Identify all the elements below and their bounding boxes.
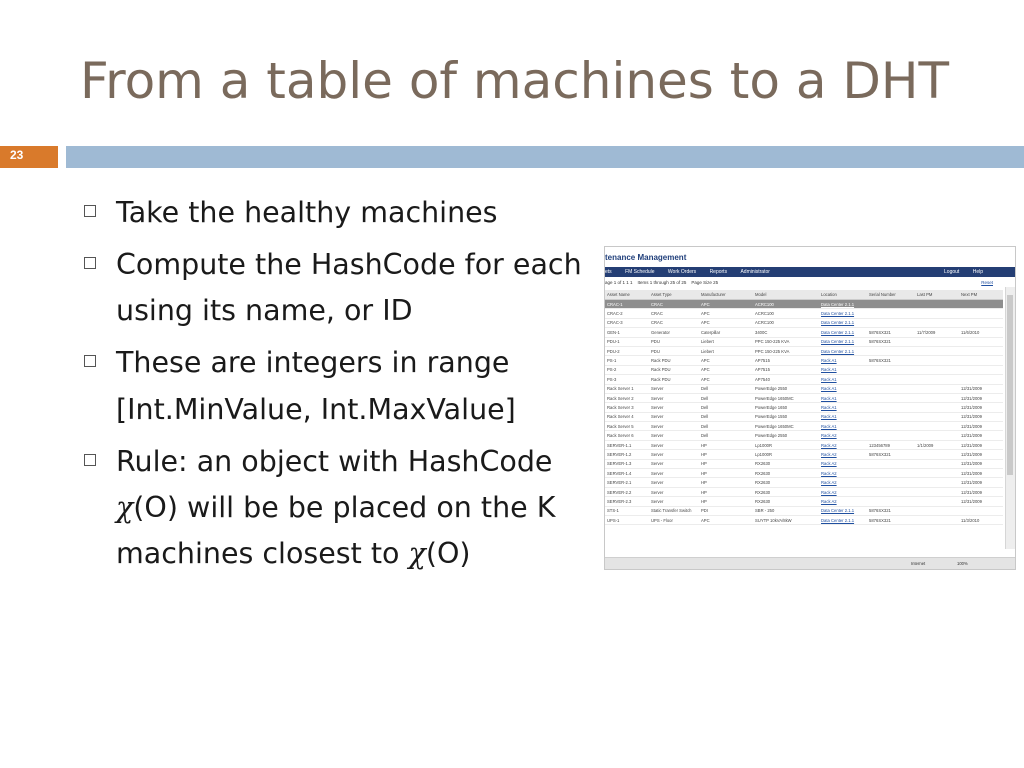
table-cell: Caterpillar bbox=[699, 328, 753, 337]
table-cell bbox=[867, 346, 915, 355]
bullet-text: Take the healthy machines bbox=[116, 196, 498, 229]
table-cell: 12/31/2009 bbox=[959, 487, 1003, 496]
table-cell: Server bbox=[649, 403, 699, 412]
column-header[interactable]: Asset Name bbox=[605, 290, 649, 300]
table-cell: SERVER-1.2 bbox=[605, 450, 649, 459]
bullet-text-part: Rule: an object with HashCode bbox=[116, 444, 553, 478]
table-cell: Rack Server 3 bbox=[605, 403, 649, 412]
table-cell bbox=[867, 309, 915, 318]
pager-items: Items 1 through 25 of 25 bbox=[637, 280, 687, 285]
table-cell: RX2630 bbox=[753, 487, 819, 496]
column-header[interactable]: Model bbox=[753, 290, 819, 300]
table-cell: APC bbox=[699, 365, 753, 374]
table-cell: Server bbox=[649, 384, 699, 393]
table-cell: PDU bbox=[649, 346, 699, 355]
table-cell[interactable]: Rack A1 bbox=[819, 365, 867, 374]
table-cell[interactable]: Data Center 2.1.1 bbox=[819, 309, 867, 318]
table-cell[interactable]: Data Center 2.1.1 bbox=[819, 515, 867, 524]
table-cell bbox=[915, 478, 959, 487]
table-cell: 12/31/2009 bbox=[959, 478, 1003, 487]
table-cell: SERVER-1.1 bbox=[605, 440, 649, 449]
table-cell bbox=[915, 403, 959, 412]
table-cell: SERVER-2.2 bbox=[605, 487, 649, 496]
table-cell bbox=[867, 478, 915, 487]
table-cell: Server bbox=[649, 422, 699, 431]
table-cell: 5876SX321 bbox=[867, 328, 915, 337]
menu-item-fm-schedule[interactable]: FM Schedule bbox=[625, 269, 655, 275]
table-cell: UPS-1 bbox=[605, 515, 649, 524]
menu-right bbox=[944, 267, 995, 277]
table-cell bbox=[915, 318, 959, 327]
table-cell: 12/31/2009 bbox=[959, 412, 1003, 421]
bullet-list bbox=[82, 190, 582, 583]
table-cell: APC bbox=[699, 318, 753, 327]
table-cell bbox=[867, 422, 915, 431]
table-cell bbox=[867, 365, 915, 374]
table-cell: 11/6/2010 bbox=[959, 328, 1003, 337]
table-cell[interactable]: Rack A1 bbox=[819, 393, 867, 402]
table-cell[interactable]: Rack A1 bbox=[819, 375, 867, 384]
table-cell: CRAC bbox=[649, 309, 699, 318]
table-cell: 11/7/2009 bbox=[915, 328, 959, 337]
table-cell: 5876SX321 bbox=[867, 515, 915, 524]
table-cell: Server bbox=[649, 478, 699, 487]
table-cell bbox=[867, 487, 915, 496]
table-cell: APC bbox=[699, 356, 753, 365]
table-cell: RX2630 bbox=[753, 459, 819, 468]
table-cell: PowerEdge 2550 bbox=[753, 384, 819, 393]
table-cell: ACRC100 bbox=[753, 318, 819, 327]
table-cell: HP bbox=[699, 497, 753, 506]
table-cell[interactable]: Data Center 2.1.1 bbox=[819, 318, 867, 327]
table-row[interactable] bbox=[605, 506, 1003, 515]
table-cell bbox=[867, 375, 915, 384]
table-cell: Server bbox=[649, 450, 699, 459]
column-header[interactable]: Location bbox=[819, 290, 867, 300]
table-cell bbox=[915, 337, 959, 346]
table-cell: Dell bbox=[699, 403, 753, 412]
menu-item-reports[interactable]: Reports bbox=[709, 269, 728, 275]
table-cell[interactable]: Rack A2 bbox=[819, 450, 867, 459]
table-row[interactable] bbox=[605, 459, 1003, 468]
table-cell[interactable]: Rack A2 bbox=[819, 487, 867, 496]
table-cell: PPC 150-225 KVA bbox=[753, 337, 819, 346]
header-band-accent bbox=[0, 146, 58, 168]
table-cell bbox=[915, 515, 959, 524]
column-header[interactable]: Manufacturer bbox=[699, 290, 753, 300]
table-cell[interactable]: Rack A2 bbox=[819, 459, 867, 468]
table-row[interactable] bbox=[605, 422, 1003, 431]
bullet-item bbox=[82, 340, 582, 432]
table-row[interactable] bbox=[605, 412, 1003, 421]
table-cell: Server bbox=[649, 487, 699, 496]
table-cell bbox=[867, 393, 915, 402]
table-cell: RX2630 bbox=[753, 497, 819, 506]
table-cell: 12/31/2009 bbox=[959, 403, 1003, 412]
table-cell bbox=[915, 300, 959, 309]
table-cell: Static Transfer Switch bbox=[649, 506, 699, 515]
table-cell: RX2630 bbox=[753, 478, 819, 487]
table-cell: Lp1000R bbox=[753, 440, 819, 449]
table-cell bbox=[915, 356, 959, 365]
table-cell bbox=[915, 487, 959, 496]
table-cell: Rack Server 1 bbox=[605, 384, 649, 393]
table-cell: Dell bbox=[699, 393, 753, 402]
table-cell: CRAC bbox=[649, 318, 699, 327]
table-cell[interactable]: Rack A1 bbox=[819, 412, 867, 421]
table-cell: Dell bbox=[699, 412, 753, 421]
table-cell: CRAC-1 bbox=[605, 300, 649, 309]
bullet-text: These are integers in range [Int.MinValue, Int.MaxValue] bbox=[116, 346, 516, 426]
table-cell: HP bbox=[699, 469, 753, 478]
table-cell bbox=[915, 393, 959, 402]
column-header[interactable]: Next PM bbox=[959, 290, 1003, 300]
bullet-text-part: (O) will be be placed on the K machines closest to bbox=[116, 490, 556, 571]
table-row[interactable] bbox=[605, 365, 1003, 374]
table-cell: Server bbox=[649, 459, 699, 468]
table-cell bbox=[959, 375, 1003, 384]
table-cell: 12/31/2009 bbox=[959, 422, 1003, 431]
bullet-item bbox=[82, 242, 582, 334]
table-cell[interactable]: Rack A2 bbox=[819, 497, 867, 506]
table-cell bbox=[867, 300, 915, 309]
table-cell: ACRC100 bbox=[753, 309, 819, 318]
table-cell: SERVER-2.1 bbox=[605, 478, 649, 487]
table-cell: CRAC-2 bbox=[605, 309, 649, 318]
table-cell bbox=[959, 506, 1003, 515]
bullet-item bbox=[82, 439, 582, 577]
table-cell: SUYTP 10kVA/8kW bbox=[753, 515, 819, 524]
table-cell[interactable]: Rack A1 bbox=[819, 422, 867, 431]
screenshot-title: tenance Management bbox=[605, 253, 687, 262]
table-cell: Rack Server 4 bbox=[605, 412, 649, 421]
table-cell: 1/1/2009 bbox=[915, 440, 959, 449]
table-cell: PDU-2 bbox=[605, 346, 649, 355]
table-cell: AP7515 bbox=[753, 356, 819, 365]
table-row[interactable] bbox=[605, 356, 1003, 365]
table-cell[interactable]: Data Center 2.1.1 bbox=[819, 337, 867, 346]
table-cell bbox=[915, 346, 959, 355]
table-cell: Server bbox=[649, 393, 699, 402]
table-cell: Generator bbox=[649, 328, 699, 337]
table-cell: APC bbox=[699, 309, 753, 318]
table-cell: Server bbox=[649, 497, 699, 506]
table-cell: PowerEdge 1550 bbox=[753, 412, 819, 421]
column-header[interactable]: Asset Type bbox=[649, 290, 699, 300]
status-zoom[interactable]: 100% bbox=[957, 561, 968, 566]
table-cell: APC bbox=[699, 375, 753, 384]
table-cell bbox=[915, 412, 959, 421]
table-cell bbox=[867, 412, 915, 421]
status-zone: Internet bbox=[911, 561, 926, 566]
table-cell: RX2630 bbox=[753, 469, 819, 478]
screenshot-menu-bar bbox=[605, 267, 1015, 277]
table-cell: PDU-1 bbox=[605, 337, 649, 346]
table-cell: ACRC100 bbox=[753, 300, 819, 309]
pager-pages[interactable]: age 1 of 1 1 1 bbox=[605, 280, 633, 285]
table-cell bbox=[867, 459, 915, 468]
table-cell bbox=[915, 375, 959, 384]
reset-link[interactable]: Reset bbox=[981, 280, 993, 285]
table-cell: Lp1000R bbox=[753, 450, 819, 459]
table-cell bbox=[867, 431, 915, 440]
table-cell: UPS - Floor bbox=[649, 515, 699, 524]
table-cell: CRAC-3 bbox=[605, 318, 649, 327]
table-cell: HP bbox=[699, 459, 753, 468]
table-cell: 12/31/2009 bbox=[959, 431, 1003, 440]
help-link[interactable]: Help bbox=[972, 269, 983, 275]
bullet-text-part: (O) bbox=[425, 537, 471, 571]
table-cell bbox=[915, 450, 959, 459]
bullet-box-icon bbox=[84, 257, 96, 269]
table-cell: PDU bbox=[649, 337, 699, 346]
table-cell[interactable]: Data Center 2.1.1 bbox=[819, 328, 867, 337]
table-cell[interactable]: Rack A1 bbox=[819, 356, 867, 365]
table-cell: PS-1 bbox=[605, 356, 649, 365]
table-cell[interactable]: Data Center 2.1.1 bbox=[819, 506, 867, 515]
table-cell[interactable]: Rack A2 bbox=[819, 478, 867, 487]
table-cell: Rack PDU bbox=[649, 356, 699, 365]
table-cell: 5876SX321 bbox=[867, 337, 915, 346]
table-row[interactable] bbox=[605, 431, 1003, 440]
table-cell: Liebert bbox=[699, 346, 753, 355]
column-header[interactable]: Last PM bbox=[915, 290, 959, 300]
table-cell: Dell bbox=[699, 431, 753, 440]
table-cell: GEN-1 bbox=[605, 328, 649, 337]
table-cell: SERVER-1.3 bbox=[605, 459, 649, 468]
slide-number: 23 bbox=[10, 148, 24, 162]
table-cell: HP bbox=[699, 487, 753, 496]
table-cell: AP7540 bbox=[753, 375, 819, 384]
table-cell: Server bbox=[649, 431, 699, 440]
header-band bbox=[66, 146, 1024, 168]
table-cell bbox=[959, 346, 1003, 355]
table-cell[interactable]: Data Center 2.1.1 bbox=[819, 346, 867, 355]
table-cell: 11/3/2010 bbox=[959, 515, 1003, 524]
table-row[interactable] bbox=[605, 375, 1003, 384]
table-row[interactable] bbox=[605, 450, 1003, 459]
table-cell: HP bbox=[699, 478, 753, 487]
table-cell: PDI bbox=[699, 506, 753, 515]
table-cell: 12/31/2009 bbox=[959, 393, 1003, 402]
table-cell[interactable]: Rack A2 bbox=[819, 469, 867, 478]
table-cell bbox=[959, 365, 1003, 374]
page-size-select[interactable]: Page Size 25 bbox=[691, 280, 719, 285]
chi-symbol: χ bbox=[408, 537, 426, 571]
bullet-box-icon bbox=[84, 454, 96, 466]
table-cell bbox=[915, 431, 959, 440]
table-cell[interactable]: Data Center 2.1.1 bbox=[819, 300, 867, 309]
table-cell: 5876SX321 bbox=[867, 506, 915, 515]
table-cell: PS-2 bbox=[605, 365, 649, 374]
table-cell: Server bbox=[649, 440, 699, 449]
table-cell: PowerEdge 1650MC bbox=[753, 393, 819, 402]
table-row[interactable] bbox=[605, 440, 1003, 449]
table-cell[interactable]: Rack A1 bbox=[819, 384, 867, 393]
table-cell bbox=[915, 497, 959, 506]
table-row[interactable] bbox=[605, 346, 1003, 355]
table-row[interactable] bbox=[605, 497, 1003, 506]
table-cell: Server bbox=[649, 469, 699, 478]
table-row[interactable] bbox=[605, 318, 1003, 327]
table-cell: Rack Server 5 bbox=[605, 422, 649, 431]
screenshot-status-bar bbox=[605, 557, 1015, 569]
chi-symbol: χ bbox=[116, 490, 134, 524]
table-cell bbox=[915, 506, 959, 515]
table-row[interactable] bbox=[605, 384, 1003, 393]
table-cell: Rack Server 2 bbox=[605, 393, 649, 402]
table-cell: Rack Server 6 bbox=[605, 431, 649, 440]
table-row[interactable] bbox=[605, 337, 1003, 346]
table-cell: PowerEdge 2550 bbox=[753, 431, 819, 440]
table-cell: PS-3 bbox=[605, 375, 649, 384]
table-cell: Server bbox=[649, 412, 699, 421]
menu-item-assets[interactable]: ets bbox=[605, 269, 612, 275]
table-cell: SERVER-1.4 bbox=[605, 469, 649, 478]
table-cell: 12/31/2009 bbox=[959, 497, 1003, 506]
menu-item-work-orders[interactable]: Work Orders bbox=[667, 269, 697, 275]
table-cell: SBR - 250 bbox=[753, 506, 819, 515]
table-cell bbox=[915, 309, 959, 318]
table-cell: Rack PDU bbox=[649, 375, 699, 384]
table-cell bbox=[915, 365, 959, 374]
table-cell bbox=[915, 422, 959, 431]
table-cell: APC bbox=[699, 515, 753, 524]
table-row[interactable] bbox=[605, 328, 1003, 337]
table-row[interactable] bbox=[605, 487, 1003, 496]
table-cell bbox=[867, 318, 915, 327]
table-row[interactable] bbox=[605, 478, 1003, 487]
table-cell: Liebert bbox=[699, 337, 753, 346]
bullet-item bbox=[82, 190, 582, 236]
table-row[interactable] bbox=[605, 469, 1003, 478]
table-cell: STS-1 bbox=[605, 506, 649, 515]
table-row[interactable] bbox=[605, 300, 1003, 309]
table-cell: Dell bbox=[699, 422, 753, 431]
table-cell bbox=[915, 469, 959, 478]
table-cell: CRAC bbox=[649, 300, 699, 309]
table-cell: APC bbox=[699, 300, 753, 309]
table-row[interactable] bbox=[605, 515, 1003, 524]
table-cell: 5876SX321 bbox=[867, 450, 915, 459]
table-cell bbox=[915, 384, 959, 393]
table-cell: Dell bbox=[699, 384, 753, 393]
table-cell: 12/31/2009 bbox=[959, 469, 1003, 478]
scrollbar-thumb[interactable] bbox=[1007, 295, 1013, 475]
table-cell: SERVER-2.3 bbox=[605, 497, 649, 506]
asset-table bbox=[605, 290, 1003, 525]
table-cell: PowerEdge 1650MC bbox=[753, 422, 819, 431]
table-cell: 12/31/2009 bbox=[959, 440, 1003, 449]
table-cell: AP7515 bbox=[753, 365, 819, 374]
table-row[interactable] bbox=[605, 309, 1003, 318]
table-cell: 12/31/2009 bbox=[959, 450, 1003, 459]
table-cell bbox=[867, 497, 915, 506]
table-row[interactable] bbox=[605, 393, 1003, 402]
table-cell bbox=[867, 403, 915, 412]
column-header[interactable]: Serial Number bbox=[867, 290, 915, 300]
table-cell: Rack PDU bbox=[649, 365, 699, 374]
bullet-box-icon bbox=[84, 355, 96, 367]
table-cell[interactable]: Rack A1 bbox=[819, 403, 867, 412]
table-cell: 12/31/2009 bbox=[959, 384, 1003, 393]
table-cell: 123456789 bbox=[867, 440, 915, 449]
slide-title: From a table of machines to a DHT bbox=[80, 52, 949, 110]
table-cell bbox=[959, 300, 1003, 309]
table-cell bbox=[959, 309, 1003, 318]
table-cell: HP bbox=[699, 450, 753, 459]
table-cell bbox=[867, 469, 915, 478]
table-cell: PPC 150-225 KVA bbox=[753, 346, 819, 355]
logout-link[interactable]: Logout bbox=[944, 269, 960, 275]
table-cell[interactable]: Rack A2 bbox=[819, 431, 867, 440]
table-cell bbox=[959, 356, 1003, 365]
table-cell bbox=[959, 337, 1003, 346]
table-cell: PowerEdge 1650 bbox=[753, 403, 819, 412]
table-cell bbox=[867, 384, 915, 393]
table-cell[interactable]: Rack A2 bbox=[819, 440, 867, 449]
table-cell: 5876SX321 bbox=[867, 356, 915, 365]
screenshot-pager bbox=[605, 278, 1015, 288]
table-cell: 12/31/2009 bbox=[959, 459, 1003, 468]
bullet-box-icon bbox=[84, 205, 96, 217]
screenshot-scrollbar[interactable] bbox=[1005, 287, 1015, 549]
table-cell bbox=[959, 318, 1003, 327]
table-cell bbox=[915, 459, 959, 468]
table-cell: 3400C bbox=[753, 328, 819, 337]
asset-management-screenshot bbox=[604, 246, 1016, 570]
table-cell: HP bbox=[699, 440, 753, 449]
menu-item-administrator[interactable]: Administrator bbox=[740, 269, 770, 275]
table-row[interactable] bbox=[605, 403, 1003, 412]
bullet-text: Compute the HashCode for each using its name, or ID bbox=[116, 248, 582, 328]
